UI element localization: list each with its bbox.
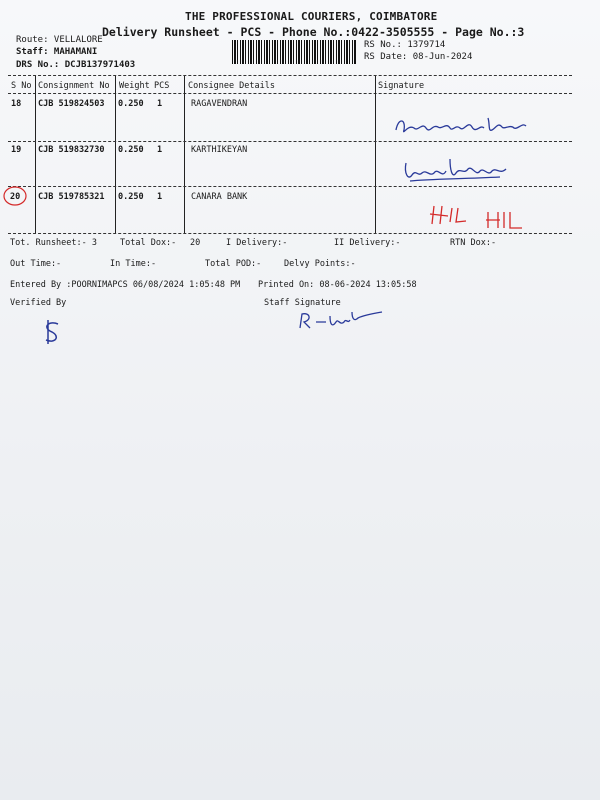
total-pod: Total POD:- <box>205 259 262 269</box>
drs-number: DRS No.: DCJB137971403 <box>16 60 136 70</box>
table-bottom-rule <box>8 233 572 234</box>
staff-label: Staff: MAHAMANI <box>16 47 98 57</box>
company-title: THE PROFESSIONAL COURIERS, COIMBATORE <box>185 10 438 23</box>
total-dox-value: 20 <box>190 238 201 248</box>
runsheet-subtitle: Delivery Runsheet - PCS - Phone No.:0422-3505555 - Page No.:3 <box>102 25 525 39</box>
col-consignment: Consignment No <box>38 81 110 91</box>
row-sno: 20 <box>10 192 21 202</box>
row-rule <box>8 141 572 142</box>
col-divider <box>35 76 36 234</box>
row-consignee: KARTHIKEYAN <box>191 145 248 155</box>
table-top-rule <box>8 75 572 76</box>
out-time: Out Time:- <box>10 259 62 269</box>
row-rule <box>8 186 572 187</box>
col-signature: Signature <box>378 81 425 91</box>
row-pcs: 1 <box>157 99 163 109</box>
tot-runsheet: Tot. Runsheet:- 3 <box>10 238 97 248</box>
row-sno: 19 <box>11 145 22 155</box>
col-divider <box>115 76 116 234</box>
col-consignee: Consignee Details <box>188 81 275 91</box>
col-divider <box>184 76 185 234</box>
row-sno: 18 <box>11 99 22 109</box>
signature-karthikeyan <box>400 155 520 187</box>
in-time: In Time:- <box>110 259 157 269</box>
row-consignment: CJB 519832730 <box>38 145 105 155</box>
row-consignment: CJB 519824503 <box>38 99 105 109</box>
barcode-icon <box>232 40 356 64</box>
total-dox-label: Total Dox:- <box>120 238 177 248</box>
verifier-signature <box>38 318 68 346</box>
row-pcs: 1 <box>157 145 163 155</box>
col-pcs: PCS <box>154 81 170 91</box>
rs-number: RS No.: 1379714 <box>364 40 446 50</box>
delvy-points: Delvy Points:- <box>284 259 356 269</box>
rs-date: RS Date: 08-Jun-2024 <box>364 52 473 62</box>
row-consignee: RAGAVENDRAN <box>191 99 248 109</box>
row-pcs: 1 <box>157 192 163 202</box>
ii-delivery: II Delivery:- <box>334 238 401 248</box>
row-weight: 0.250 <box>118 99 144 109</box>
signature-canara-bank <box>428 204 528 230</box>
row-weight: 0.250 <box>118 192 144 202</box>
table-header-rule <box>8 93 572 94</box>
rtn-dox: RTN Dox:- <box>450 238 497 248</box>
staff-signature <box>296 308 386 332</box>
col-sno: S No <box>11 81 32 91</box>
entered-by: Entered By :POORNIMAPCS 06/08/2024 1:05:48 PM <box>10 280 241 290</box>
route-label: Route: VELLALORE <box>16 35 103 45</box>
printed-on: Printed On: 08-06-2024 13:05:58 <box>258 280 417 290</box>
verified-by-label: Verified By <box>10 298 67 308</box>
col-divider <box>375 76 376 234</box>
signature-ragavendran <box>392 112 532 142</box>
row-consignment: CJB 519785321 <box>38 192 105 202</box>
staff-signature-label: Staff Signature <box>264 298 341 308</box>
row-weight: 0.250 <box>118 145 144 155</box>
row-consignee: CANARA BANK <box>191 192 248 202</box>
i-delivery: I Delivery:- <box>226 238 288 248</box>
col-weight: Weight <box>119 81 150 91</box>
